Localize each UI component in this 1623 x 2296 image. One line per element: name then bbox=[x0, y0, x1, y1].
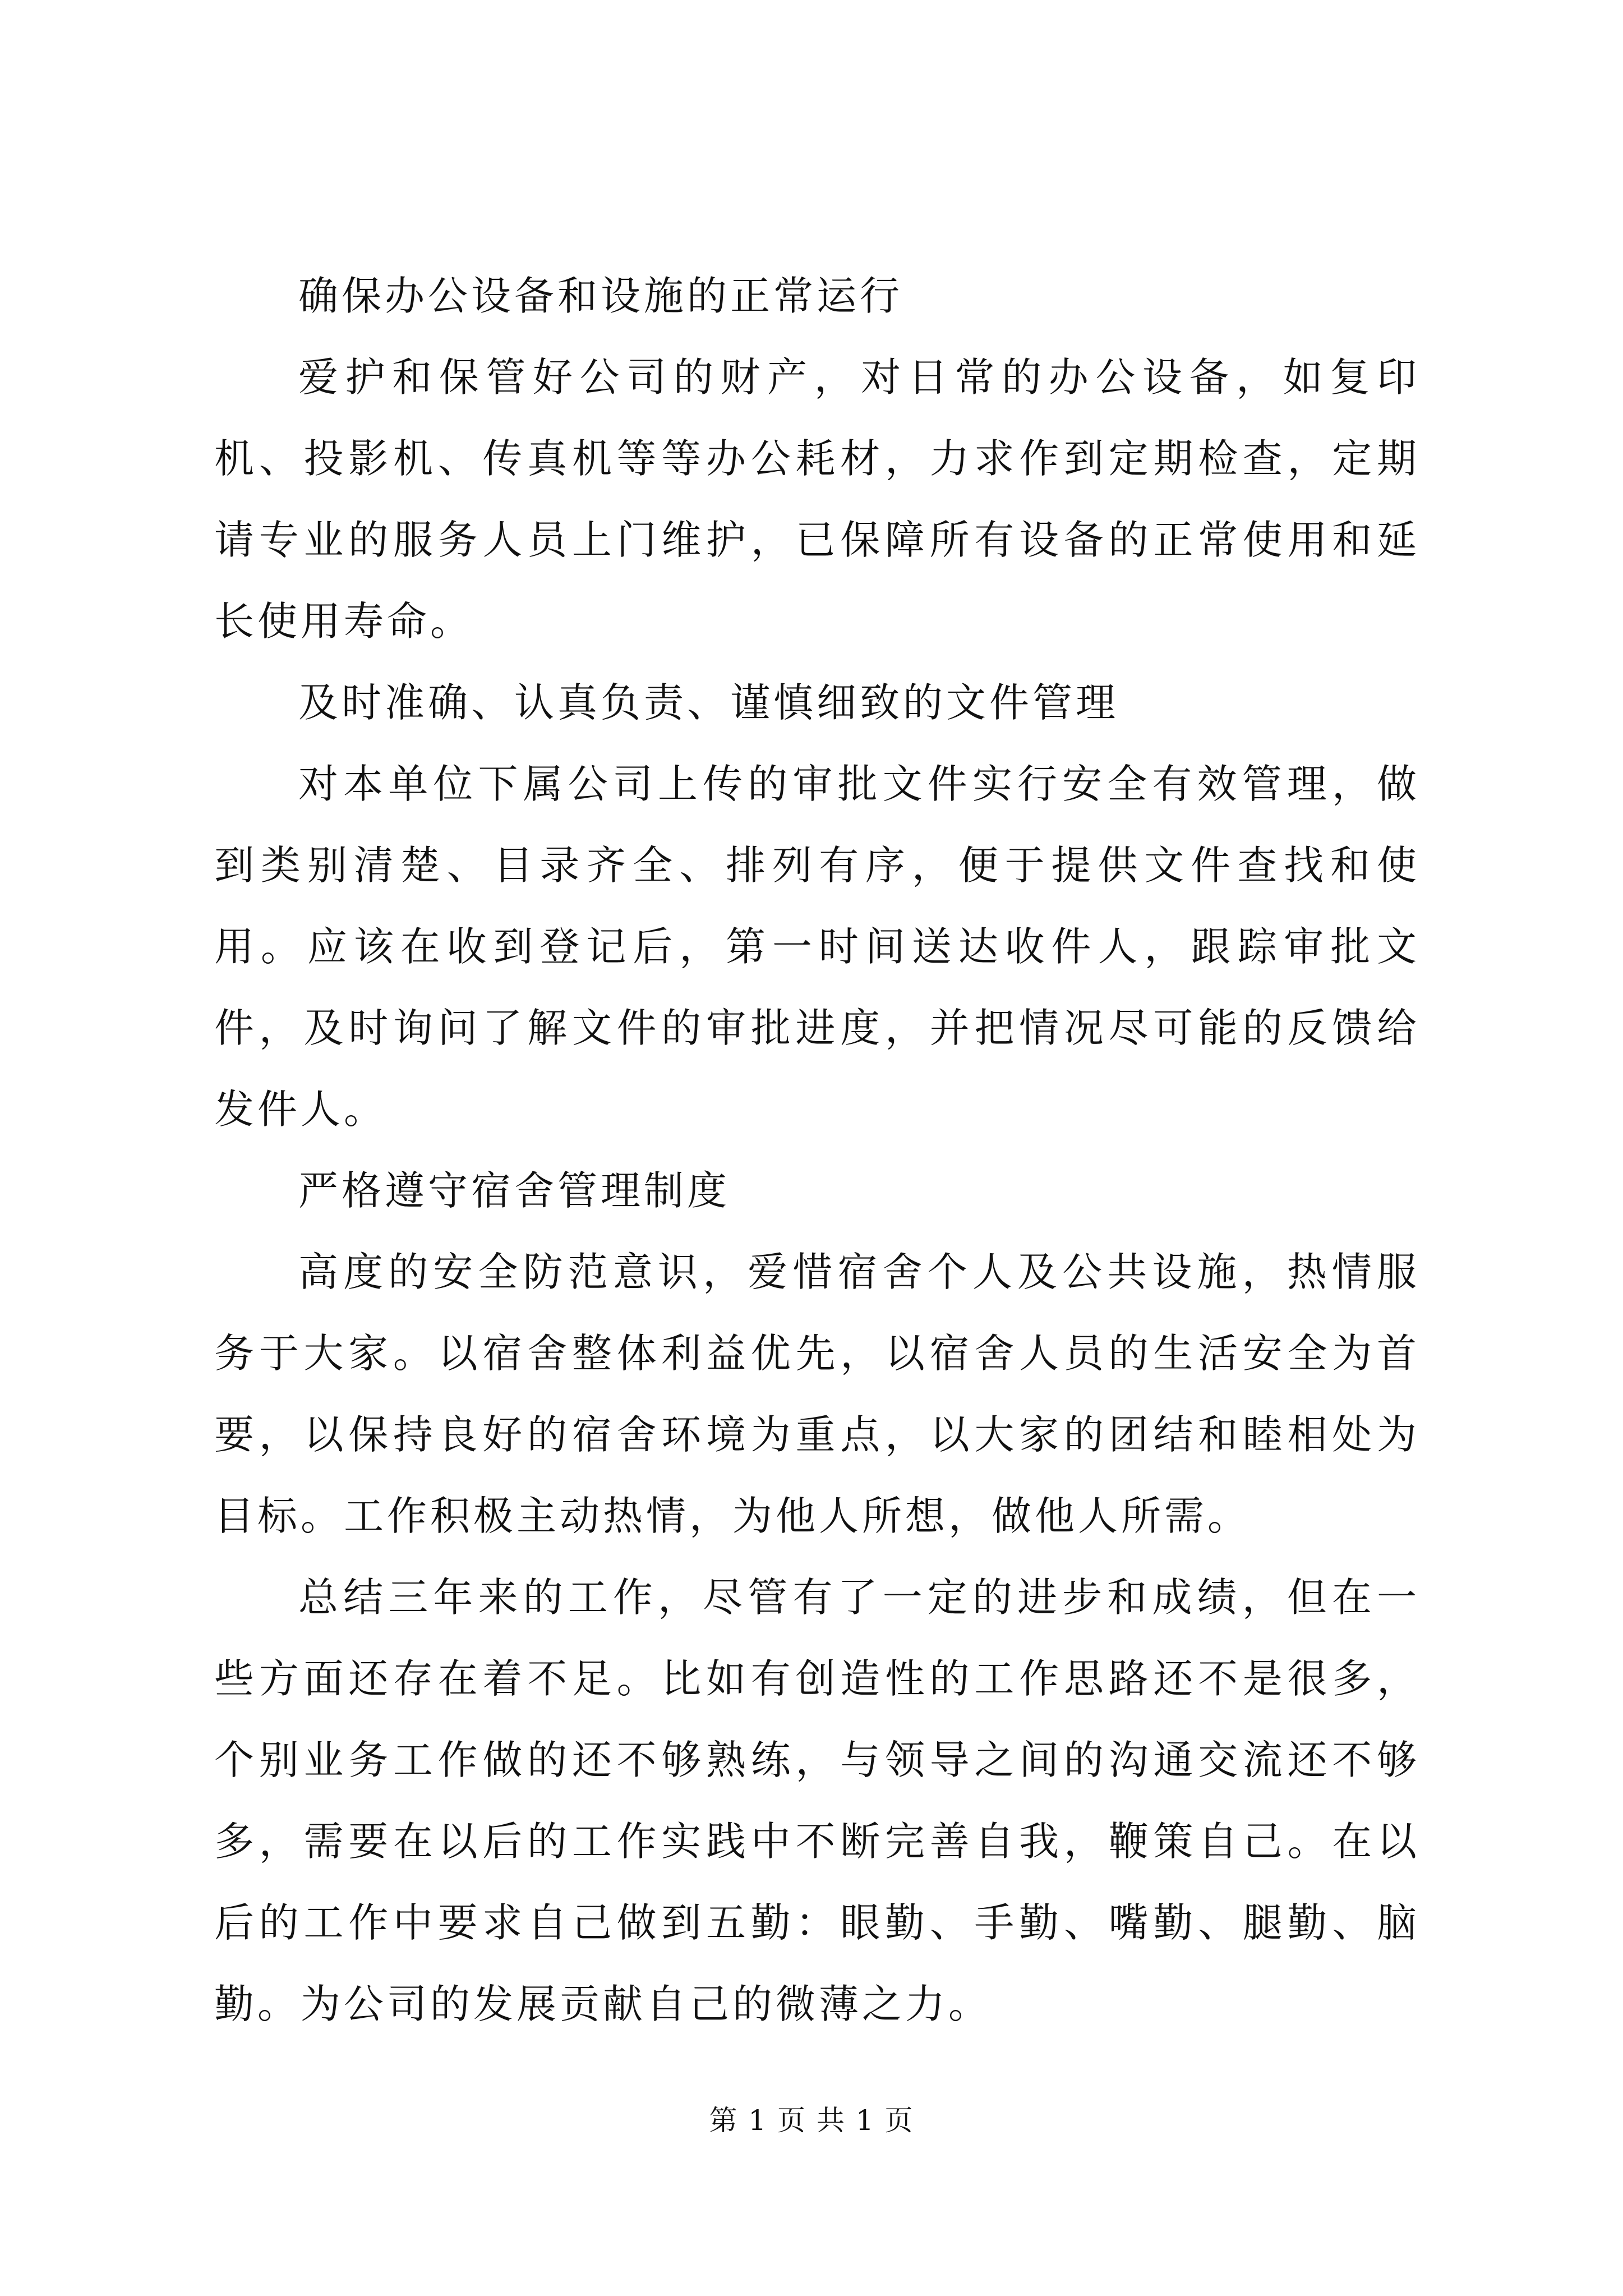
document-body bbox=[214, 255, 1420, 2045]
page-footer: 第 1 页 共 1 页 bbox=[709, 2104, 914, 2137]
section-body-equipment: 爱护和保管好公司的财产，对日常的办公设备，如复印机、投影机、传真机等等办公耗材，力求作到定期检查，定期请专业的服务人员上门维护，已保障所有设备的正常使用和延长使用寿命。 bbox=[214, 354, 1420, 645]
section-heading-equipment: 确保办公设备和设施的正常运行 bbox=[298, 273, 903, 319]
section-heading-documents: 及时准确、认真负责、谨慎细致的文件管理 bbox=[298, 679, 1119, 726]
section-heading-dormitory: 严格遵守宿舍管理制度 bbox=[298, 1167, 731, 1214]
summary-paragraph: 总结三年来的工作，尽管有了一定的进步和成绩，但在一些方面还存在着不足。比如有创造性的工作思路还不是很多，个别业务工作做的还不够熟练，与领导之间的沟通交流还不够多，需要在以后的工作实践中不断完善自我，鞭策自己。在以后的工作中要求自己做到五勤：眼勤、手勤、嘴勤、腿勤、脑勤。为公司的发展贡献自己的微薄之力。 bbox=[214, 1574, 1420, 2027]
section-body-documents: 对本单位下属公司上传的审批文件实行安全有效管理，做到类别清楚、目录齐全、排列有序，便于提供文件查找和使用。应该在收到登记后，第一时间送达收件人，跟踪审批文件，及时询问了解文件的审批进度，并把情况尽可能的反馈给发件人。 bbox=[214, 761, 1420, 1133]
section-body-dormitory: 高度的安全防范意识，爱惜宿舍个人及公共设施，热情服务于大家。以宿舍整体利益优先，以宿舍人员的生活安全为首要，以保持良好的宿舍环境为重点，以大家的团结和睦相处为目标。工作积极主动热情，为他人所想，做他人所需。 bbox=[214, 1249, 1420, 1539]
